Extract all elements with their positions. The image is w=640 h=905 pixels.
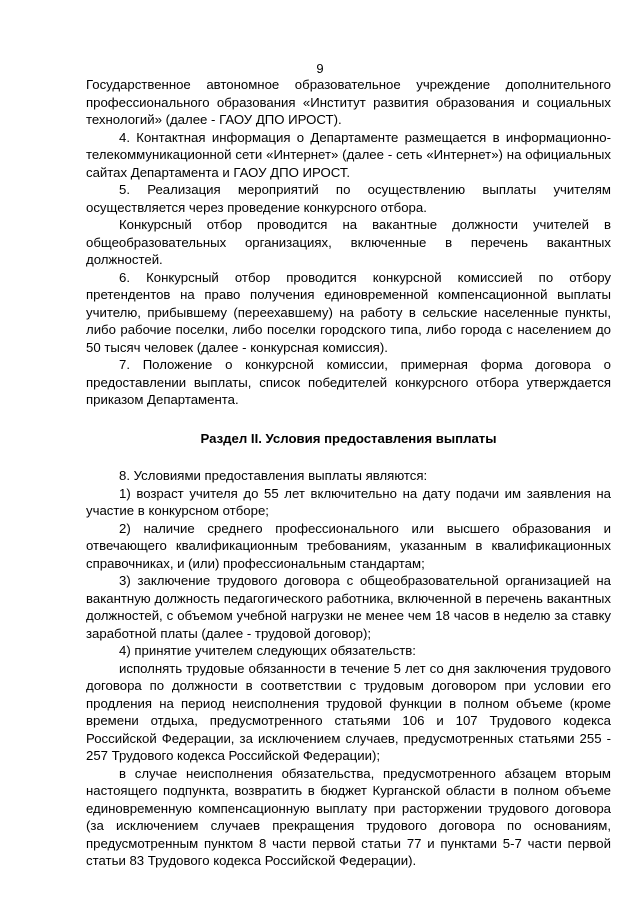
- paragraph: 4. Контактная информация о Департаменте размещается в информационно-телекоммуникационной сети «Интернет» (далее - сеть «Интернет») на официальных сайтах Департамента и ГАОУ ДПО ИРОСТ.: [86, 129, 611, 180]
- paragraph: в случае неисполнения обязательства, предусмотренного абзацем вторым настоящего подпункта, возвратить в бюджет Курганской области в полном объеме единовременную компенсационную выплату при расторжении трудового договора (за исключением случаев прекращения трудового договора по основаниям, предусмотренным пунктом 8 части первой статьи 77 и пунктами 5-7 части первой статьи 83 Трудового кодекса Российской Федерации).: [86, 765, 611, 868]
- paragraph: 8. Условиями предоставления выплаты являются:: [119, 468, 428, 483]
- paragraph: Государственное автономное образовательное учреждение дополнительного профессионального образования «Институт развития образования и социальных технологий» (далее - ГАОУ ДПО ИРОСТ).: [86, 77, 611, 127]
- document-body: [86, 76, 611, 870]
- paragraph: 1) возраст учителя до 55 лет включительно на дату подачи им заявления на участие в конкурсном отборе;: [86, 485, 611, 518]
- paragraph: исполнять трудовые обязанности в течение 5 лет со дня заключения трудового договора по должности в соответствии с трудовым договором при условии его продления на период неисполнения трудовой функции в полном объеме (кроме времени отдыха, предусмотренного статьями 106 и 107 Трудового кодекса Российской Федерации, за исключением случаев, предусмотренных статьями 255 - 257 Трудового кодекса Российской Федерации);: [86, 660, 611, 763]
- section-heading: Раздел II. Условия предоставления выплаты: [200, 430, 497, 446]
- paragraph: 3) заключение трудового договора с общеобразовательной организацией на вакантную должность педагогического работника, включенной в перечень вакантных должностей, с объемом учебной нагрузки не менее чем 18 часов в неделю за ставку заработной платы (далее - трудовой договор);: [86, 573, 611, 641]
- paragraph: 5. Реализация мероприятий по осуществлению выплаты учителям осуществляется через проведение конкурсного отбора.: [86, 182, 611, 215]
- paragraph: 7. Положение о конкурсной комиссии, примерная форма договора о предоставлении выплаты, список победителей конкурсного отбора утверждается приказом Департамента.: [86, 357, 611, 407]
- paragraph: 2) наличие среднего профессионального или высшего образования и отвечающего квалификационным требованиям, указанным в квалификационных справочниках, и (или) профессиональным стандартам;: [86, 520, 611, 571]
- page-number: 9: [316, 61, 324, 76]
- paragraph: 4) принятие учителем следующих обязательств:: [119, 643, 416, 658]
- paragraph: Конкурсный отбор проводится на вакантные должности учителей в общеобразовательных организациях, включенные в перечень вакантных должностей.: [86, 217, 611, 267]
- paragraph: 6. Конкурсный отбор проводится конкурсной комиссией по отбору претендентов на право получения единовременной компенсационной выплаты учителю, прибывшему (переехавшему) на работу в сельские населенные пункты, либо рабочие поселки, либо поселки городского типа, либо города с населением до 50 тысяч человек (далее - конкурсная комиссия).: [86, 269, 611, 355]
